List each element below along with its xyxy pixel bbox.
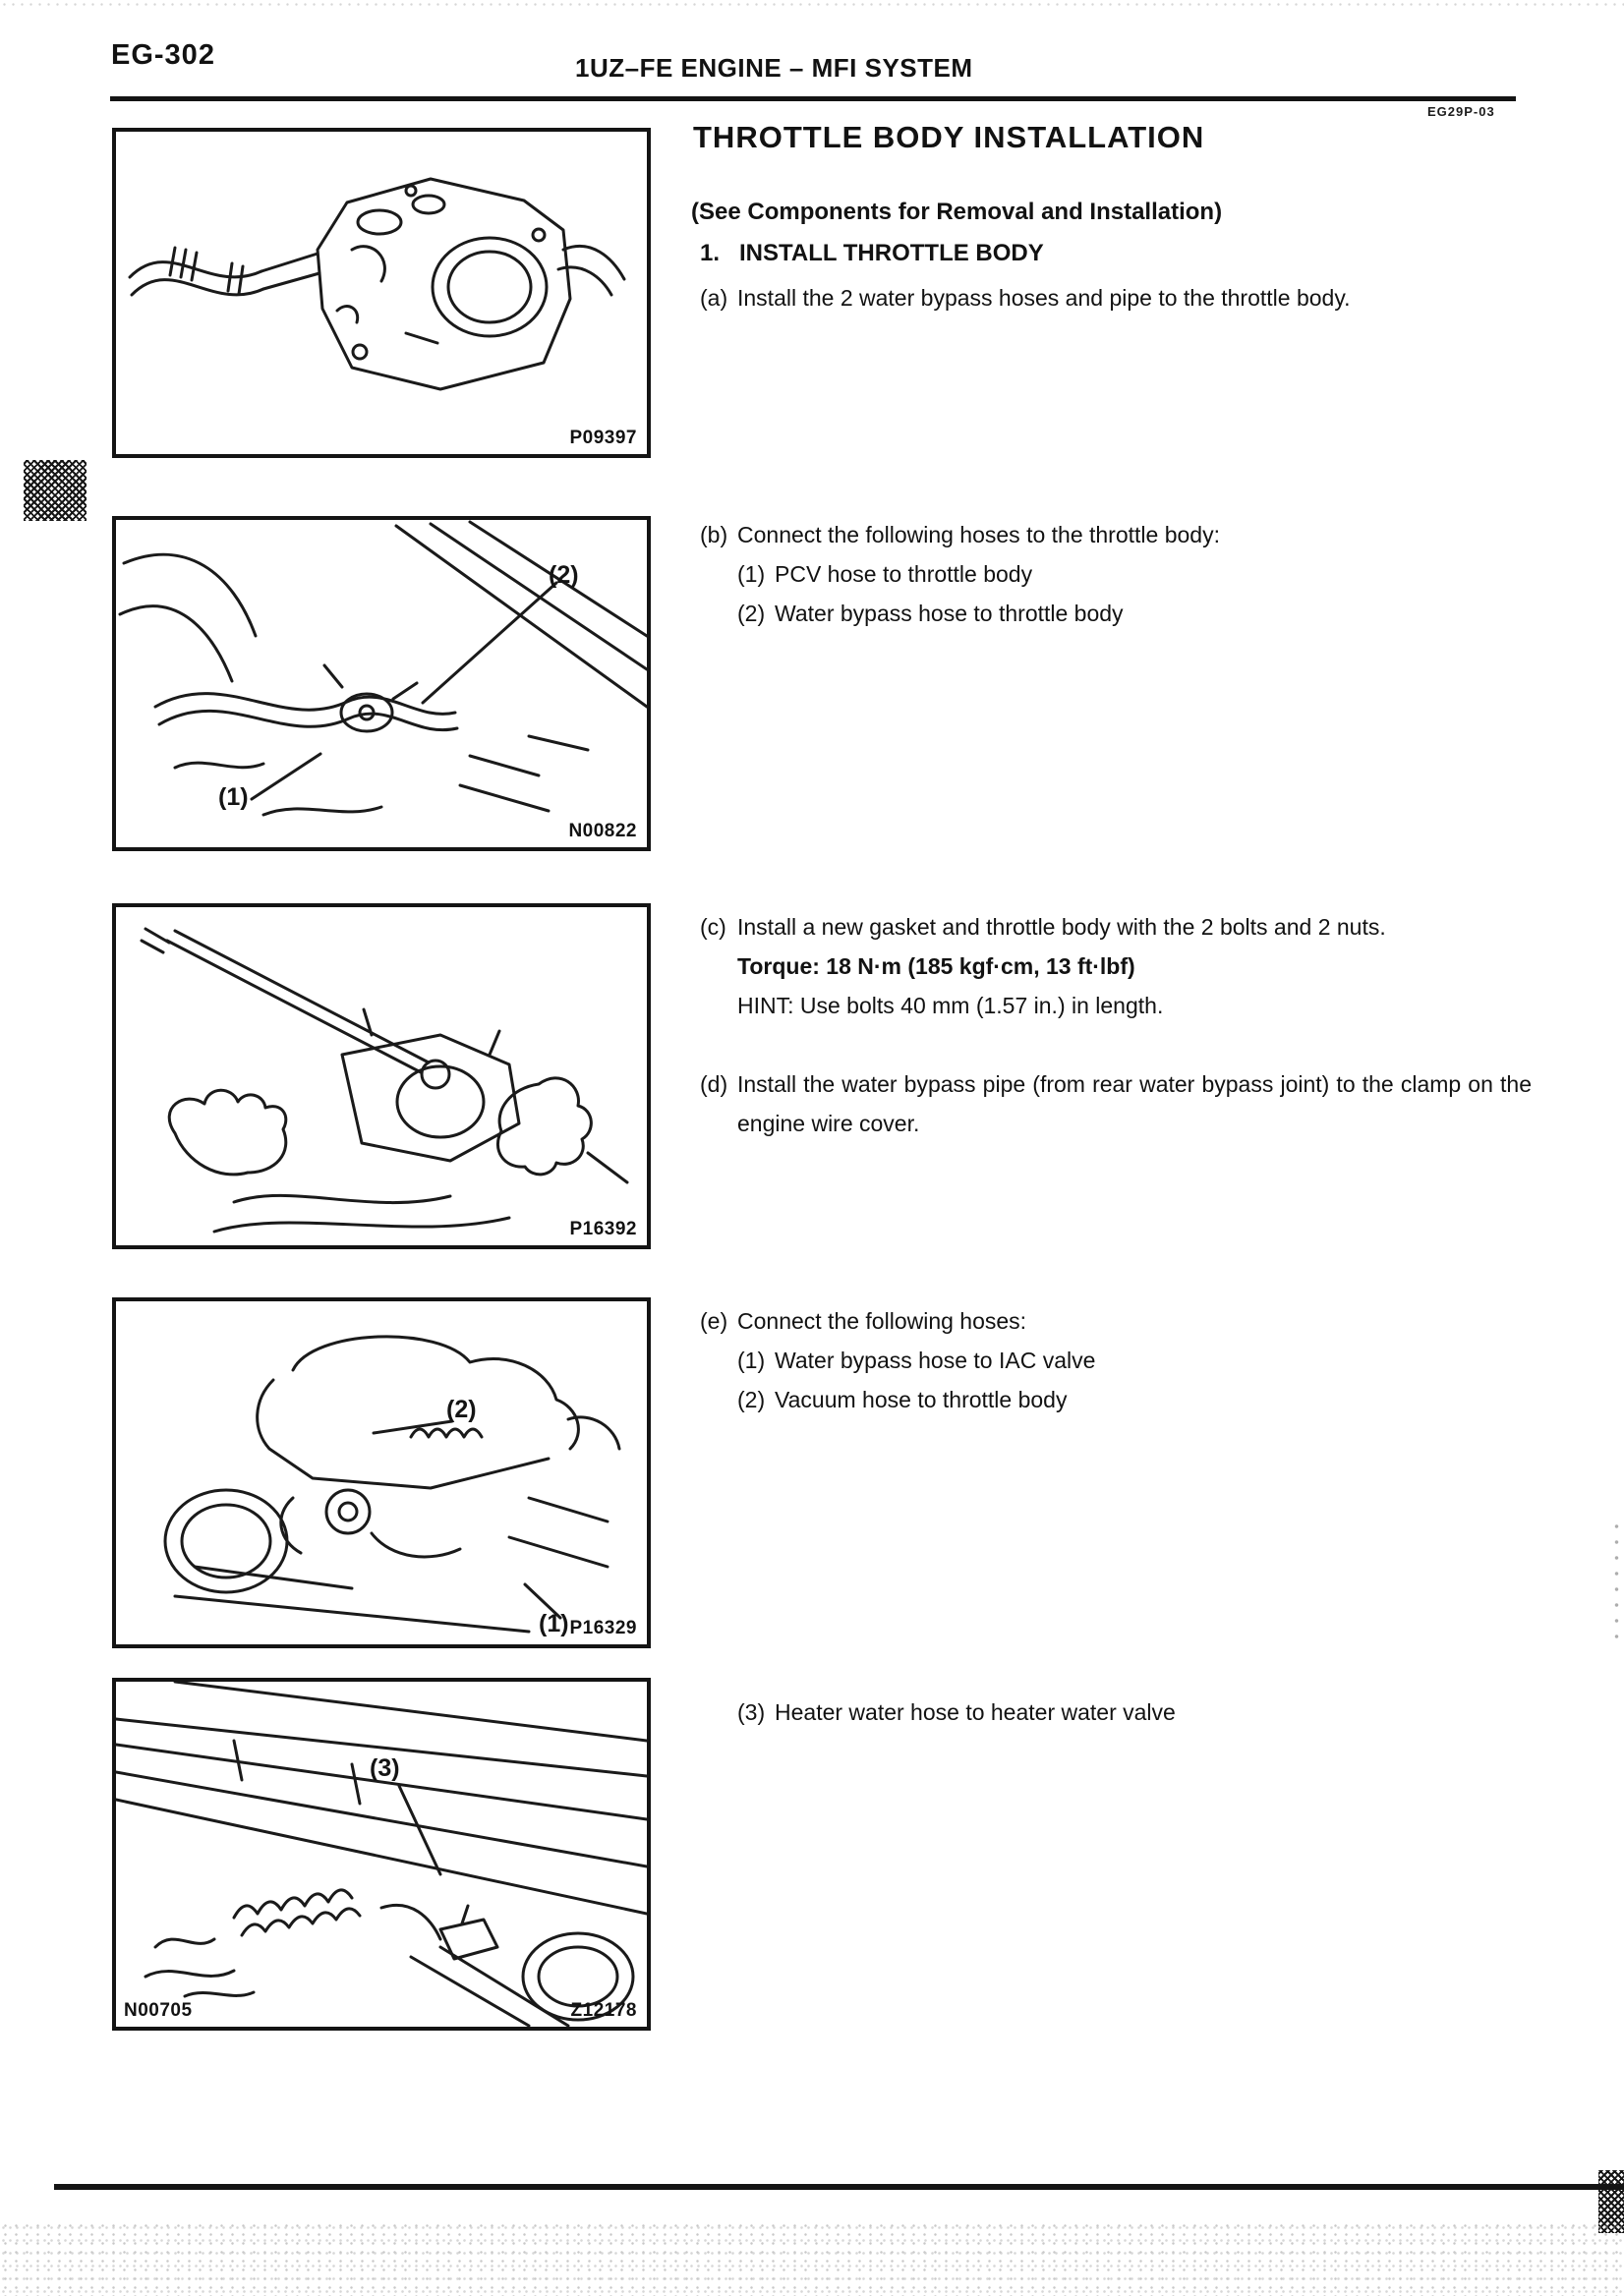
header-divider: [110, 96, 1516, 101]
step-1-number: 1.: [700, 240, 721, 266]
step-b-sub-1: [737, 554, 1532, 594]
step-3-number: (3): [737, 1699, 766, 1725]
footer-divider: [54, 2184, 1624, 2190]
sub-number: (1): [737, 561, 766, 587]
sub-number: (1): [737, 1348, 766, 1373]
step-d-label: (d): [700, 1071, 728, 1097]
step-1-heading: [700, 240, 1044, 267]
scan-dots-right-margin: [1614, 1519, 1619, 1646]
step-b-sub-2: [737, 594, 1532, 633]
callout-1: (1): [539, 1610, 569, 1637]
figure-code: P09397: [569, 428, 637, 448]
figure-code: Z12178: [570, 2000, 637, 2021]
callout-2: (2): [549, 561, 579, 589]
step-e-sub-2: [737, 1380, 1532, 1419]
step-c: [700, 907, 1532, 1025]
step-b-label: (b): [700, 522, 728, 547]
scan-noise-top: [0, 1, 1624, 9]
scan-tab-mark-left: [24, 460, 87, 521]
scan-noise-bottom: [0, 2221, 1624, 2296]
sub-text: Water bypass hose to IAC valve: [775, 1348, 1096, 1373]
see-components-note: (See Components for Removal and Installation): [691, 199, 1223, 225]
page-title: THROTTLE BODY INSTALLATION: [693, 120, 1205, 154]
figure-heater-hose: [112, 1678, 651, 2031]
step-e-sub-1: [737, 1341, 1532, 1380]
callout-1: (1): [218, 783, 249, 811]
sub-number: (2): [737, 601, 766, 626]
engine-illustration: [116, 907, 647, 1245]
step-a: [700, 278, 1532, 317]
step-a-label: (a): [700, 285, 728, 311]
sub-text: Vacuum hose to throttle body: [775, 1387, 1068, 1412]
sub-text: PCV hose to throttle body: [775, 561, 1033, 587]
engine-illustration: [116, 1301, 647, 1644]
engine-illustration: [116, 1682, 647, 2027]
step-b-text: Connect the following hoses to the throttle body:: [737, 522, 1220, 547]
figure-throttle-body: [112, 128, 651, 458]
callout-3: (3): [370, 1754, 400, 1782]
figure-hose-connections: [112, 516, 651, 851]
step-1-title: INSTALL THROTTLE BODY: [739, 240, 1044, 266]
step-c-label: (c): [700, 914, 726, 940]
section-code: EG29P-03: [1427, 104, 1495, 119]
step-3-text: Heater water hose to heater water valve: [775, 1699, 1176, 1725]
figure-code-left: N00705: [124, 2000, 193, 2021]
engine-illustration: [116, 132, 647, 454]
figure-code: P16329: [569, 1618, 637, 1638]
page-number: EG-302: [111, 39, 215, 71]
figure-code: P16392: [569, 1219, 637, 1239]
step-e-text: Connect the following hoses:: [737, 1308, 1027, 1334]
step-a-text: Install the 2 water bypass hoses and pipe to the throttle body.: [737, 285, 1351, 311]
torque-spec: Torque: 18 N·m (185 kgf·cm, 13 ft·lbf): [737, 953, 1135, 979]
header-title: 1UZ–FE ENGINE – MFI SYSTEM: [575, 53, 973, 83]
sub-text: Water bypass hose to throttle body: [775, 601, 1124, 626]
step-e: [700, 1301, 1532, 1419]
hint-note: HINT: Use bolts 40 mm (1.57 in.) in length.: [737, 993, 1164, 1018]
step-3: [737, 1693, 1532, 1732]
callout-2: (2): [446, 1396, 477, 1423]
figure-gasket-install: [112, 903, 651, 1249]
sub-number: (2): [737, 1387, 766, 1412]
figure-iac-hoses: [112, 1297, 651, 1648]
step-b: [700, 515, 1532, 633]
figure-code: N00822: [568, 821, 637, 841]
step-d-text: Install the water bypass pipe (from rear water bypass joint) to the clamp on the engine wire cover.: [737, 1071, 1532, 1136]
step-c-text: Install a new gasket and throttle body with the 2 bolts and 2 nuts.: [737, 914, 1386, 940]
step-d: [700, 1064, 1532, 1143]
step-e-label: (e): [700, 1308, 728, 1334]
